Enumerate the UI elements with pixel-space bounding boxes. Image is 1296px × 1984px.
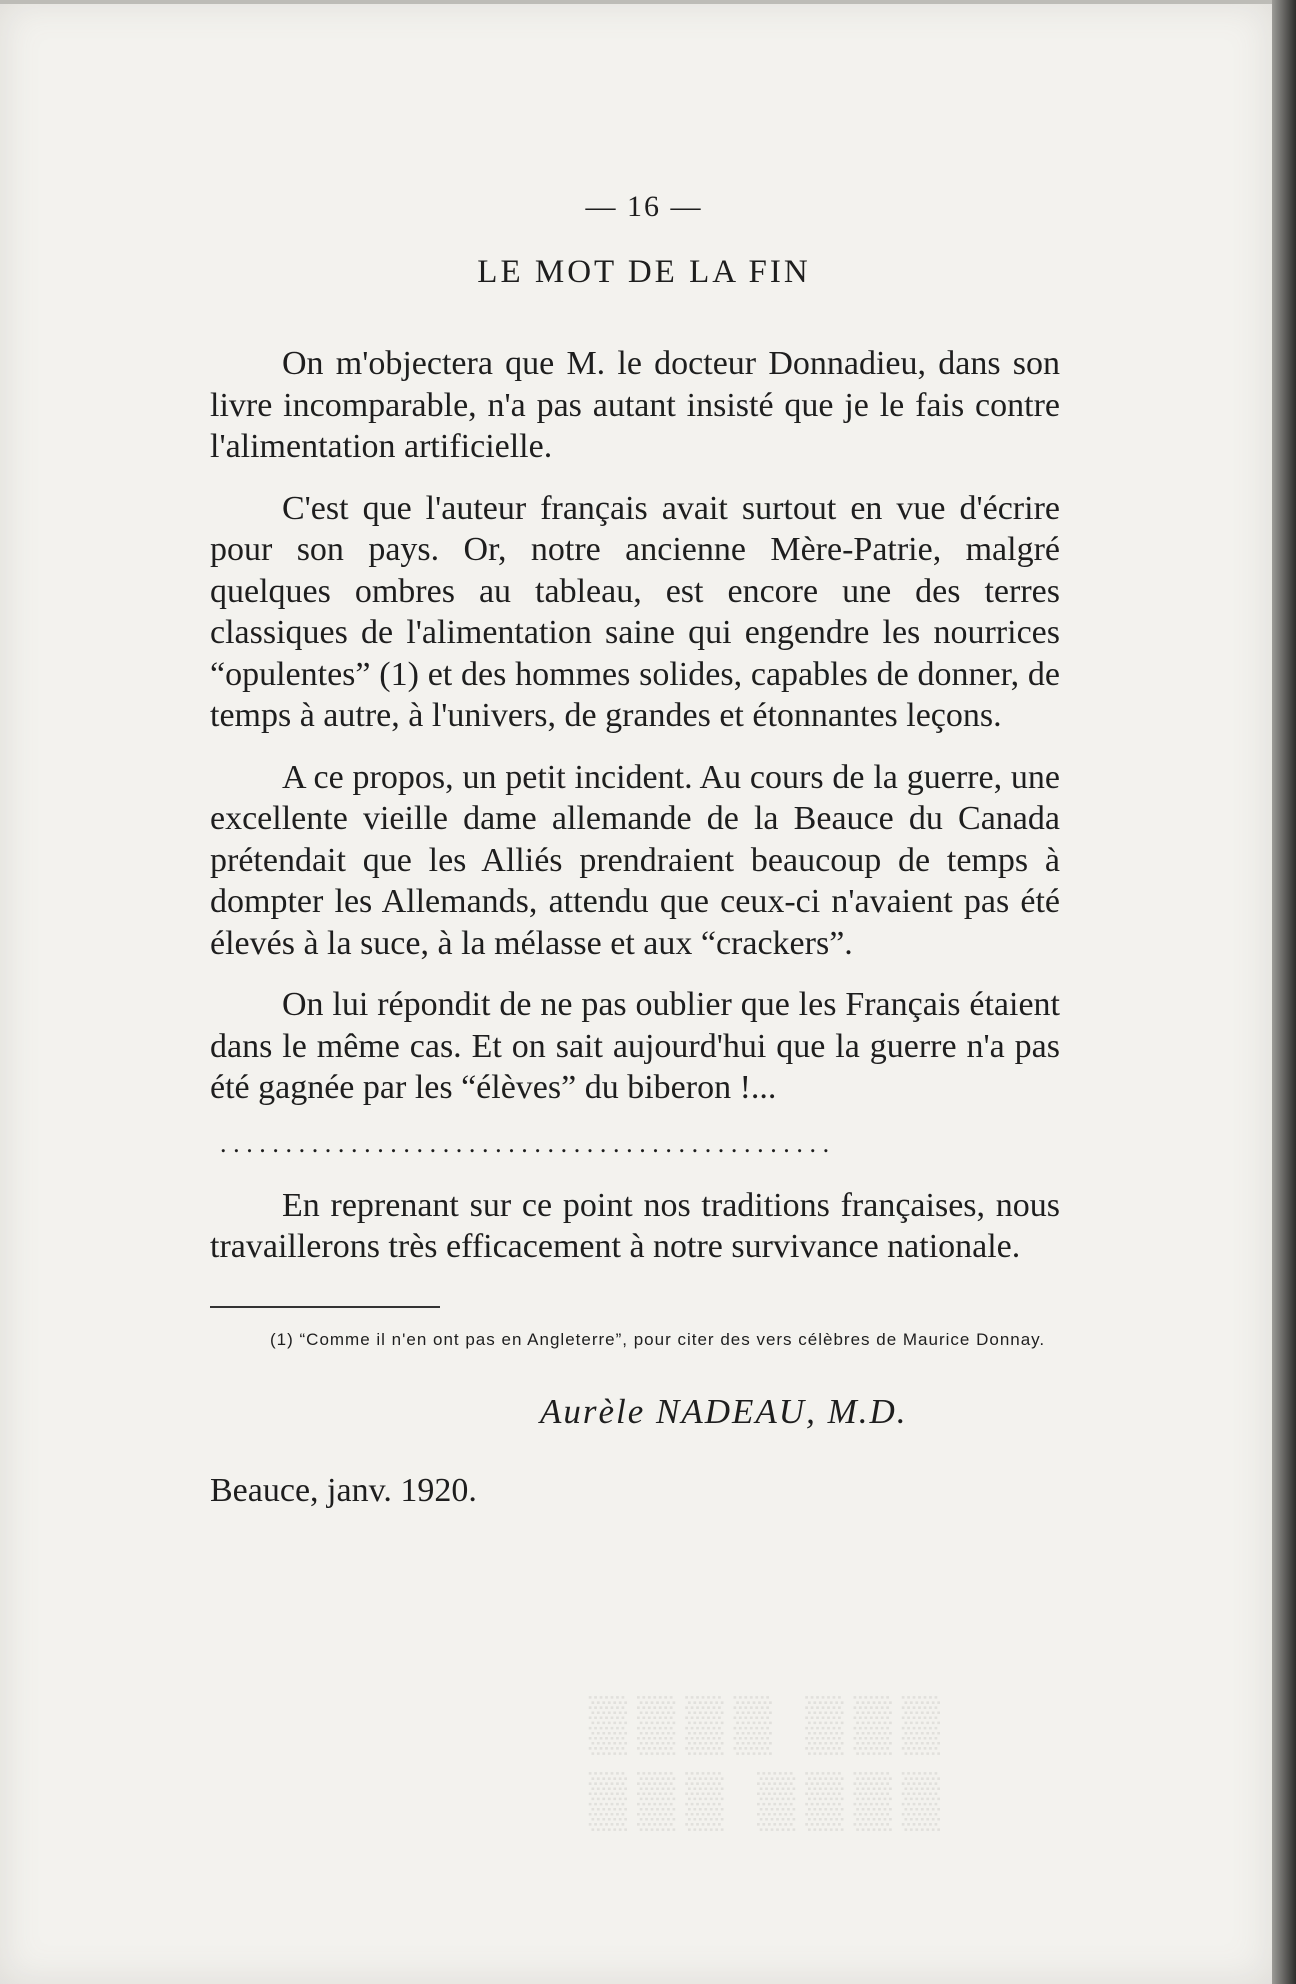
author-signature: Aurèle NADEAU, M.D.	[540, 1391, 908, 1431]
paragraph-1: On m'objectera que M. le docteur Donnadieu, dans son livre incomparable, n'a pas autant insisté que je le fais contre l'alimentation artificielle.	[210, 345, 1060, 465]
chapter-title: LE MOT DE LA FIN	[477, 254, 811, 290]
paragraph-2: C'est que l'auteur français avait surtout en vue d'écrire pour son pays. Or, notre ancienne Mère-Patrie, malgré quelques ombres au tableau, est encore une des terres classiques de l'alimentation saine qui engendre les nourrices “opulentes” (1) et des hommes solides, capables de donner, de temps à autre, à l'univers, de grandes et étonnantes leçons.	[210, 489, 1060, 734]
footnote: (1) “Comme il n'en ont pas en Angleterre”, pour citer des vers célèbres de Maurice Donnay.	[270, 1329, 1046, 1349]
place-date: Beauce, janv. 1920.	[210, 1471, 477, 1509]
page-content	[210, 190, 1060, 1510]
page-number: — 16 —	[585, 190, 703, 223]
show-through-ink: ▒▒▒ ▒▒▒▒ ▒▒▒▒ ▒▒▒	[578, 1693, 940, 1829]
page-right-edge-shadow	[1272, 0, 1296, 1984]
footnote-rule	[210, 1306, 440, 1308]
paragraph-3: A ce propos, un petit incident. Au cours de la guerre, une excellente vieille dame allemande de la Beauce du Canada prétendait que les Alliés prendraient beaucoup de temps à dompter les Allemands, attendu que ceux-ci n'avaient pas été élevés à la suce, à la mélasse et aux “crackers”.	[210, 758, 1060, 962]
dotted-separator: ...............................................	[220, 1128, 836, 1158]
paragraph-4: On lui répondit de ne pas oublier que les Français étaient dans le même cas. Et on sait aujourd'hui que la guerre n'a pas été gagnée par les “élèves” du biberon !...	[210, 986, 1060, 1106]
page-top-edge	[0, 0, 1272, 4]
closing-paragraph: En reprenant sur ce point nos traditions françaises, nous travaillerons très efficacement à notre survivance nationale.	[210, 1186, 1060, 1265]
